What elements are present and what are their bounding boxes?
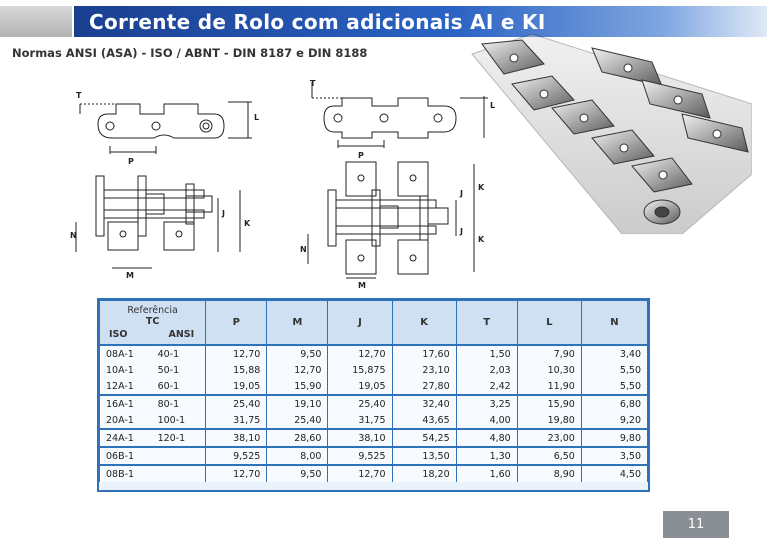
cell-p: 38,10	[206, 429, 267, 447]
dim-label-t: T	[310, 79, 316, 88]
cell-p: 15,88	[206, 362, 267, 378]
cell-k: 23,10	[392, 362, 456, 378]
col-header-l: L	[517, 301, 581, 346]
standards-subtitle: Normas ANSI (ASA) - ISO / ABNT - DIN 8187 e DIN 8188	[12, 46, 368, 60]
cell-t: 4,00	[456, 412, 517, 429]
cell-iso: 24A-1	[100, 429, 152, 447]
cell-t: 1,30	[456, 447, 517, 465]
cell-t: 3,25	[456, 395, 517, 412]
reference-tc-label: TC	[145, 316, 160, 327]
dim-label-m: M	[358, 281, 366, 290]
cell-k: 27,80	[392, 378, 456, 395]
cell-p: 12,70	[206, 345, 267, 362]
cell-n: 5,50	[581, 362, 647, 378]
col-header-j: J	[328, 301, 392, 346]
cell-n: 9,20	[581, 412, 647, 429]
cell-ansi: 120-1	[152, 429, 206, 447]
cell-iso: 12A-1	[100, 378, 152, 395]
table-row	[100, 345, 648, 362]
cell-l: 7,90	[517, 345, 581, 362]
cell-ansi: 80-1	[152, 395, 206, 412]
cell-n: 4,50	[581, 465, 647, 482]
cell-k: 17,60	[392, 345, 456, 362]
ansi-header: ANSI	[168, 329, 195, 340]
cell-ansi	[152, 447, 206, 465]
cell-l: 6,50	[517, 447, 581, 465]
table-row	[100, 465, 648, 482]
dim-label-m: M	[126, 271, 134, 280]
cell-p: 12,70	[206, 465, 267, 482]
cell-k: 43,65	[392, 412, 456, 429]
page-number: 11	[663, 511, 729, 538]
ai-chain-side-drawing	[68, 82, 268, 172]
cell-iso: 08A-1	[100, 345, 152, 362]
cell-ansi: 100-1	[152, 412, 206, 429]
cell-t: 1,60	[456, 465, 517, 482]
cell-l: 23,00	[517, 429, 581, 447]
cell-n: 5,50	[581, 378, 647, 395]
dim-label-p: P	[128, 157, 134, 166]
cell-m: 9,50	[267, 465, 328, 482]
table-row	[100, 395, 648, 412]
table-row	[100, 447, 648, 465]
cell-p: 9,525	[206, 447, 267, 465]
col-header-k: K	[392, 301, 456, 346]
col-header-p: P	[206, 301, 267, 346]
cell-n: 6,80	[581, 395, 647, 412]
cell-m: 15,90	[267, 378, 328, 395]
cell-iso: 08B-1	[100, 465, 152, 482]
cell-l: 10,30	[517, 362, 581, 378]
cell-ansi: 50-1	[152, 362, 206, 378]
dim-label-l: L	[490, 101, 496, 110]
cell-j: 15,875	[328, 362, 392, 378]
cell-j: 19,05	[328, 378, 392, 395]
table-row	[100, 429, 648, 447]
cell-t: 4,80	[456, 429, 517, 447]
title-accent-block	[0, 6, 72, 37]
cell-p: 25,40	[206, 395, 267, 412]
dim-label-j: J	[460, 227, 463, 236]
cell-m: 25,40	[267, 412, 328, 429]
table-row	[100, 378, 648, 395]
dim-label-k: K	[478, 235, 485, 244]
col-header-m: M	[267, 301, 328, 346]
table-row	[100, 412, 648, 429]
cell-n: 3,50	[581, 447, 647, 465]
reference-header	[100, 301, 206, 346]
cell-j: 12,70	[328, 345, 392, 362]
cell-l: 8,90	[517, 465, 581, 482]
cell-m: 28,60	[267, 429, 328, 447]
cell-k: 32,40	[392, 395, 456, 412]
dim-label-j: J	[222, 209, 225, 218]
cell-m: 12,70	[267, 362, 328, 378]
chain-product-photo	[452, 34, 752, 234]
dim-label-n: N	[300, 245, 307, 254]
cell-p: 31,75	[206, 412, 267, 429]
col-header-n: N	[581, 301, 647, 346]
cell-n: 3,40	[581, 345, 647, 362]
ai-chain-top-drawing	[68, 172, 268, 282]
dim-label-t: T	[76, 91, 82, 100]
cell-m: 9,50	[267, 345, 328, 362]
cell-k: 54,25	[392, 429, 456, 447]
cell-m: 19,10	[267, 395, 328, 412]
cell-l: 11,90	[517, 378, 581, 395]
cell-ansi: 60-1	[152, 378, 206, 395]
cell-m: 8,00	[267, 447, 328, 465]
cell-iso: 16A-1	[100, 395, 152, 412]
cell-n: 9,80	[581, 429, 647, 447]
cell-j: 31,75	[328, 412, 392, 429]
cell-ansi	[152, 465, 206, 482]
cell-ansi: 40-1	[152, 345, 206, 362]
cell-t: 2,42	[456, 378, 517, 395]
cell-k: 18,20	[392, 465, 456, 482]
dim-label-k: K	[478, 183, 485, 192]
cell-t: 2,03	[456, 362, 517, 378]
iso-header: ISO	[109, 329, 128, 340]
dim-label-n: N	[70, 231, 77, 240]
cell-j: 9,525	[328, 447, 392, 465]
cell-iso: 20A-1	[100, 412, 152, 429]
cell-k: 13,50	[392, 447, 456, 465]
cell-t: 1,50	[456, 345, 517, 362]
table-row	[100, 362, 648, 378]
page-title: Corrente de Rolo com adicionais AI e KI	[89, 10, 546, 34]
dim-label-l: L	[254, 113, 260, 122]
spec-table	[97, 298, 650, 492]
cell-iso: 10A-1	[100, 362, 152, 378]
dim-label-p: P	[358, 151, 364, 160]
cell-j: 38,10	[328, 429, 392, 447]
dim-label-k: K	[244, 219, 251, 228]
cell-j: 25,40	[328, 395, 392, 412]
cell-p: 19,05	[206, 378, 267, 395]
cell-j: 12,70	[328, 465, 392, 482]
reference-label: Referência	[127, 305, 178, 316]
cell-iso: 06B-1	[100, 447, 152, 465]
cell-l: 15,90	[517, 395, 581, 412]
col-header-t: T	[456, 301, 517, 346]
table-header-row	[100, 301, 648, 346]
dim-label-j: J	[460, 189, 463, 198]
cell-l: 19,80	[517, 412, 581, 429]
